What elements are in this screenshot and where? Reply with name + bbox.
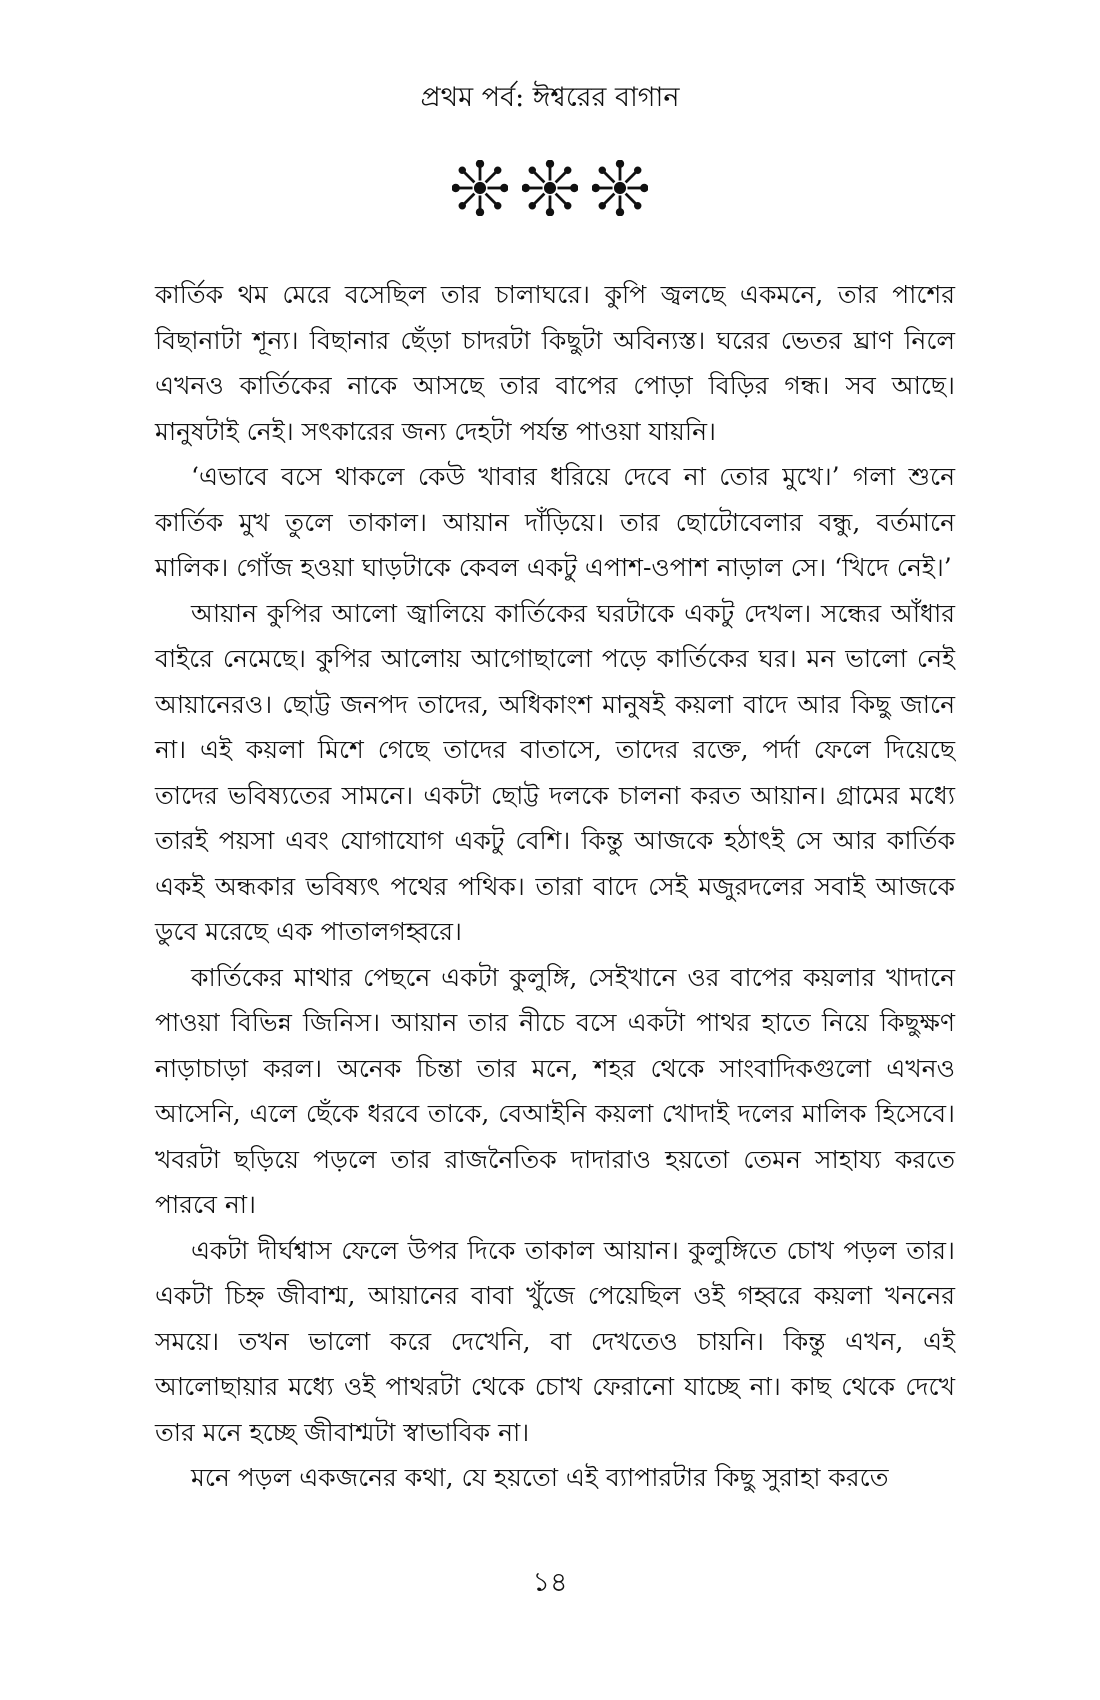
paragraph: কার্তিক থম মেরে বসেছিল তার চালাঘরে। কুপি জ্বলছে একমনে, তার পাশের বিছানাটা শূন্য। বিছানার ছেঁড়া চাদরটা কিছুটা অবিন্যস্ত। ঘরের ভেতর ঘ্রাণ নিলে এখনও কার্তিকের নাকে আসছে তার বাপের পোড়া বিড়ির গন্ধ। সব আছে। মানুষটাই নেই। সৎকারের জন্য দেহটা পর্যন্ত পাওয়া যায়নি। [155, 280, 955, 446]
section-ornament [0, 160, 1100, 216]
paragraph: মনে পড়ল একজনের কথা, যে হয়তো এই ব্যাপারটার কিছু সুরাহা করতে [191, 1463, 889, 1492]
paragraph: কার্তিকের মাথার পেছনে একটা কুলুঙ্গি, সেইখানে ওর বাপের কয়লার খাদানে পাওয়া বিভিন্ন জিনিস। আয়ান তার নীচে বসে একটা পাথর হাতে নিয়ে কিছুক্ষণ নাড়াচাড়া করল। অনেক চিন্তা তার মনে, শহর থেকে সাংবাদিকগুলো এখনও আসেনি, এলে ছেঁকে ধরবে তাকে, বেআইনি কয়লা খোদাই দলের মালিক হিসেবে। খবরটা ছড়িয়ে পড়লে তার রাজনৈতিক দাদারাও হয়তো তেমন সাহায্য করতে পারবে না। [155, 962, 955, 1219]
paragraph: ‘এভাবে বসে থাকলে কেউ খাবার ধরিয়ে দেবে না তোর মুখে।’ গলা শুনে কার্তিক মুখ তুলে তাকাল। আয়ান দাঁড়িয়ে। তার ছোটোবেলার বন্ধু, বর্তমানে মালিক। গোঁজ হওয়া ঘাড়টাকে কেবল একটু এপাশ-ওপাশ নাড়াল সে। ‘খিদে নেই।’ [155, 462, 955, 582]
paragraph: একটা দীর্ঘশ্বাস ফেলে উপর দিকে তাকাল আয়ান। কুলুঙ্গিতে চোখ পড়ল তার। একটা চিহ্ন জীবাশ্ম, আয়ানের বাবা খুঁজে পেয়েছিল ওই গহ্বরে কয়লা খননের সময়ে। তখন ভালো করে দেখেনি, বা দেখতেও চায়নি। কিন্তু এখন, এই আলোছায়ার মধ্যে ওই পাথরটা থেকে চোখ ফেরানো যাচ্ছে না। কাছ থেকে দেখে তার মনে হচ্ছে জীবাশ্মটা স্বাভাবিক না। [155, 1235, 955, 1447]
asterism-flower-icon [452, 160, 508, 216]
body-text [155, 272, 955, 1501]
running-head: প্রথম পর্ব: ঈশ্বরের বাগান [420, 82, 680, 113]
page-number: ১৪ [532, 1567, 568, 1598]
paragraph: আয়ান কুপির আলো জ্বালিয়ে কার্তিকের ঘরটাকে একটু দেখল। সন্ধের আঁধার বাইরে নেমেছে। কুপির আলোয় আগোছালো পড়ে কার্তিকের ঘর। মন ভালো নেই আয়ানেরও। ছোট্ট জনপদ তাদের, অধিকাংশ মানুষই কয়লা বাদে আর কিছু জানে না। এই কয়লা মিশে গেছে তাদের বাতাসে, তাদের রক্তে, পর্দা ফেলে দিয়েছে তাদের ভবিষ্যতের সামনে। একটা ছোট্ট দলকে চালনা করত আয়ান। গ্রামের মধ্যে তারই পয়সা এবং যোগাযোগ একটু বেশি। কিন্তু আজকে হঠাৎই সে আর কার্তিক একই অন্ধকার ভবিষ্যৎ পথের পথিক। তারা বাদে সেই মজুরদলের সবাই আজকে ডুবে মরেছে এক পাতালগহ্বরে। [155, 598, 955, 946]
asterism-flower-icon [522, 160, 578, 216]
asterism-flower-icon [592, 160, 648, 216]
